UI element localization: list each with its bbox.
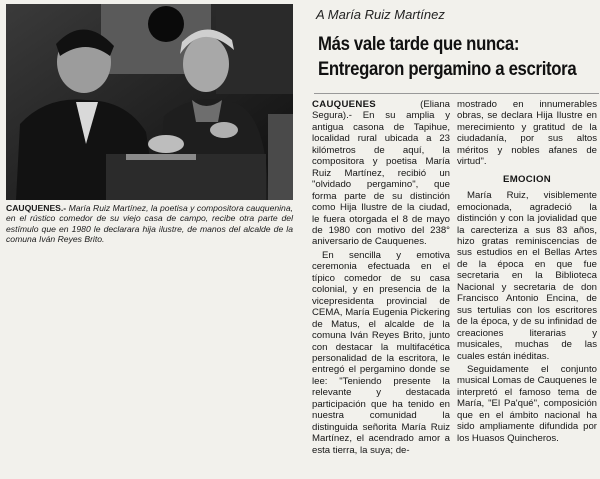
photo-caption — [6, 203, 293, 245]
paragraph-3: mostrado en innumerables obras, se declara Hija Ilustre en merecimiento y gratitud de la ciudadanía, por sus altos méritos y nobles afanes de virtud". — [457, 99, 597, 168]
paragraph-1 — [312, 99, 450, 248]
article-kicker: A María Ruiz Martínez — [316, 7, 445, 22]
caption-text: María Ruiz Martínez, la poetisa y compositora cauquenina, en el rústico comedor de su viejo casa de campo, recibe otra parte del estímulo que en 1980 le declarara hija ilustre, de manos del alcalde de la comuna Iván Reyes Brito. — [6, 203, 293, 245]
paragraph-5: Seguidamente el conjunto musical Lomas de Cauquenes le interpretó el famoso tema de María, "El Pa'qué", composición que en el ámbito nacional ha sido ampliamente difundida por los Huasos Quincheros. — [457, 363, 597, 444]
paragraph-2: En sencilla y emotiva ceremonia efectuada en el típico comedor de su casa colonial, y en presencia de la vicepresidenta provincial de CEMA, María Eugenia Pickering de Matus, el alcalde de la comuna Iván Reyes Brito, junto con destacar la multifacética personalidad de la escritora, le entregó el pergamino donde se lee: "Teniendo presente la relevante y destacada participación que ha tenido en nuestra comunidad la distinguida señorita María Ruiz Martínez, el acendrado amor a esta tierra, la suya; de- — [312, 249, 450, 456]
section-subhead: EMOCION — [503, 173, 551, 185]
dateline: CAUQUENES — [312, 99, 377, 110]
headline-line-2: Entregaron pergamino a escritora — [318, 58, 577, 80]
photo-icon — [6, 4, 293, 200]
news-photo — [6, 4, 293, 200]
headline-divider — [314, 93, 599, 94]
article-headline — [318, 32, 577, 82]
byline: (Eliana Segura).- — [312, 99, 450, 122]
caption-place: CAUQUENES.- — [6, 203, 67, 213]
headline-line-1: Más vale tarde que nunca: — [318, 33, 520, 55]
article-column-right — [457, 99, 597, 444]
article-column-left — [312, 99, 450, 456]
paragraph-1-text: En su amplia y antigua casona de Tapihue, localidad rural ubicada a 23 kilómetros de aquí, la compositora y poetisa María Ruiz Martínez, recibió un "olvidado pergamino", que forma parte de su distinción como Hija Ilustre de la ciudad, le fuera otorgada el 8 de mayo de 1980 con motivo del 238° aniversario de Cauquenes. — [312, 110, 450, 248]
paragraph-4: María Ruiz, visiblemente emocionada, agradeció la distinción y con la jovialidad que la carecteriza a sus 83 años, hizo gratas reminiscencias de sus estudios en el Bellas Artes de la época en que fue secretaria en la Biblioteca Nacional y secretaria de don Francisco Antonio Encina, de sus tertulias con los escritores de la época, y de su infinidad de creaciones literarias y musicales, muchas de las cuales están inéditas. — [457, 190, 597, 362]
